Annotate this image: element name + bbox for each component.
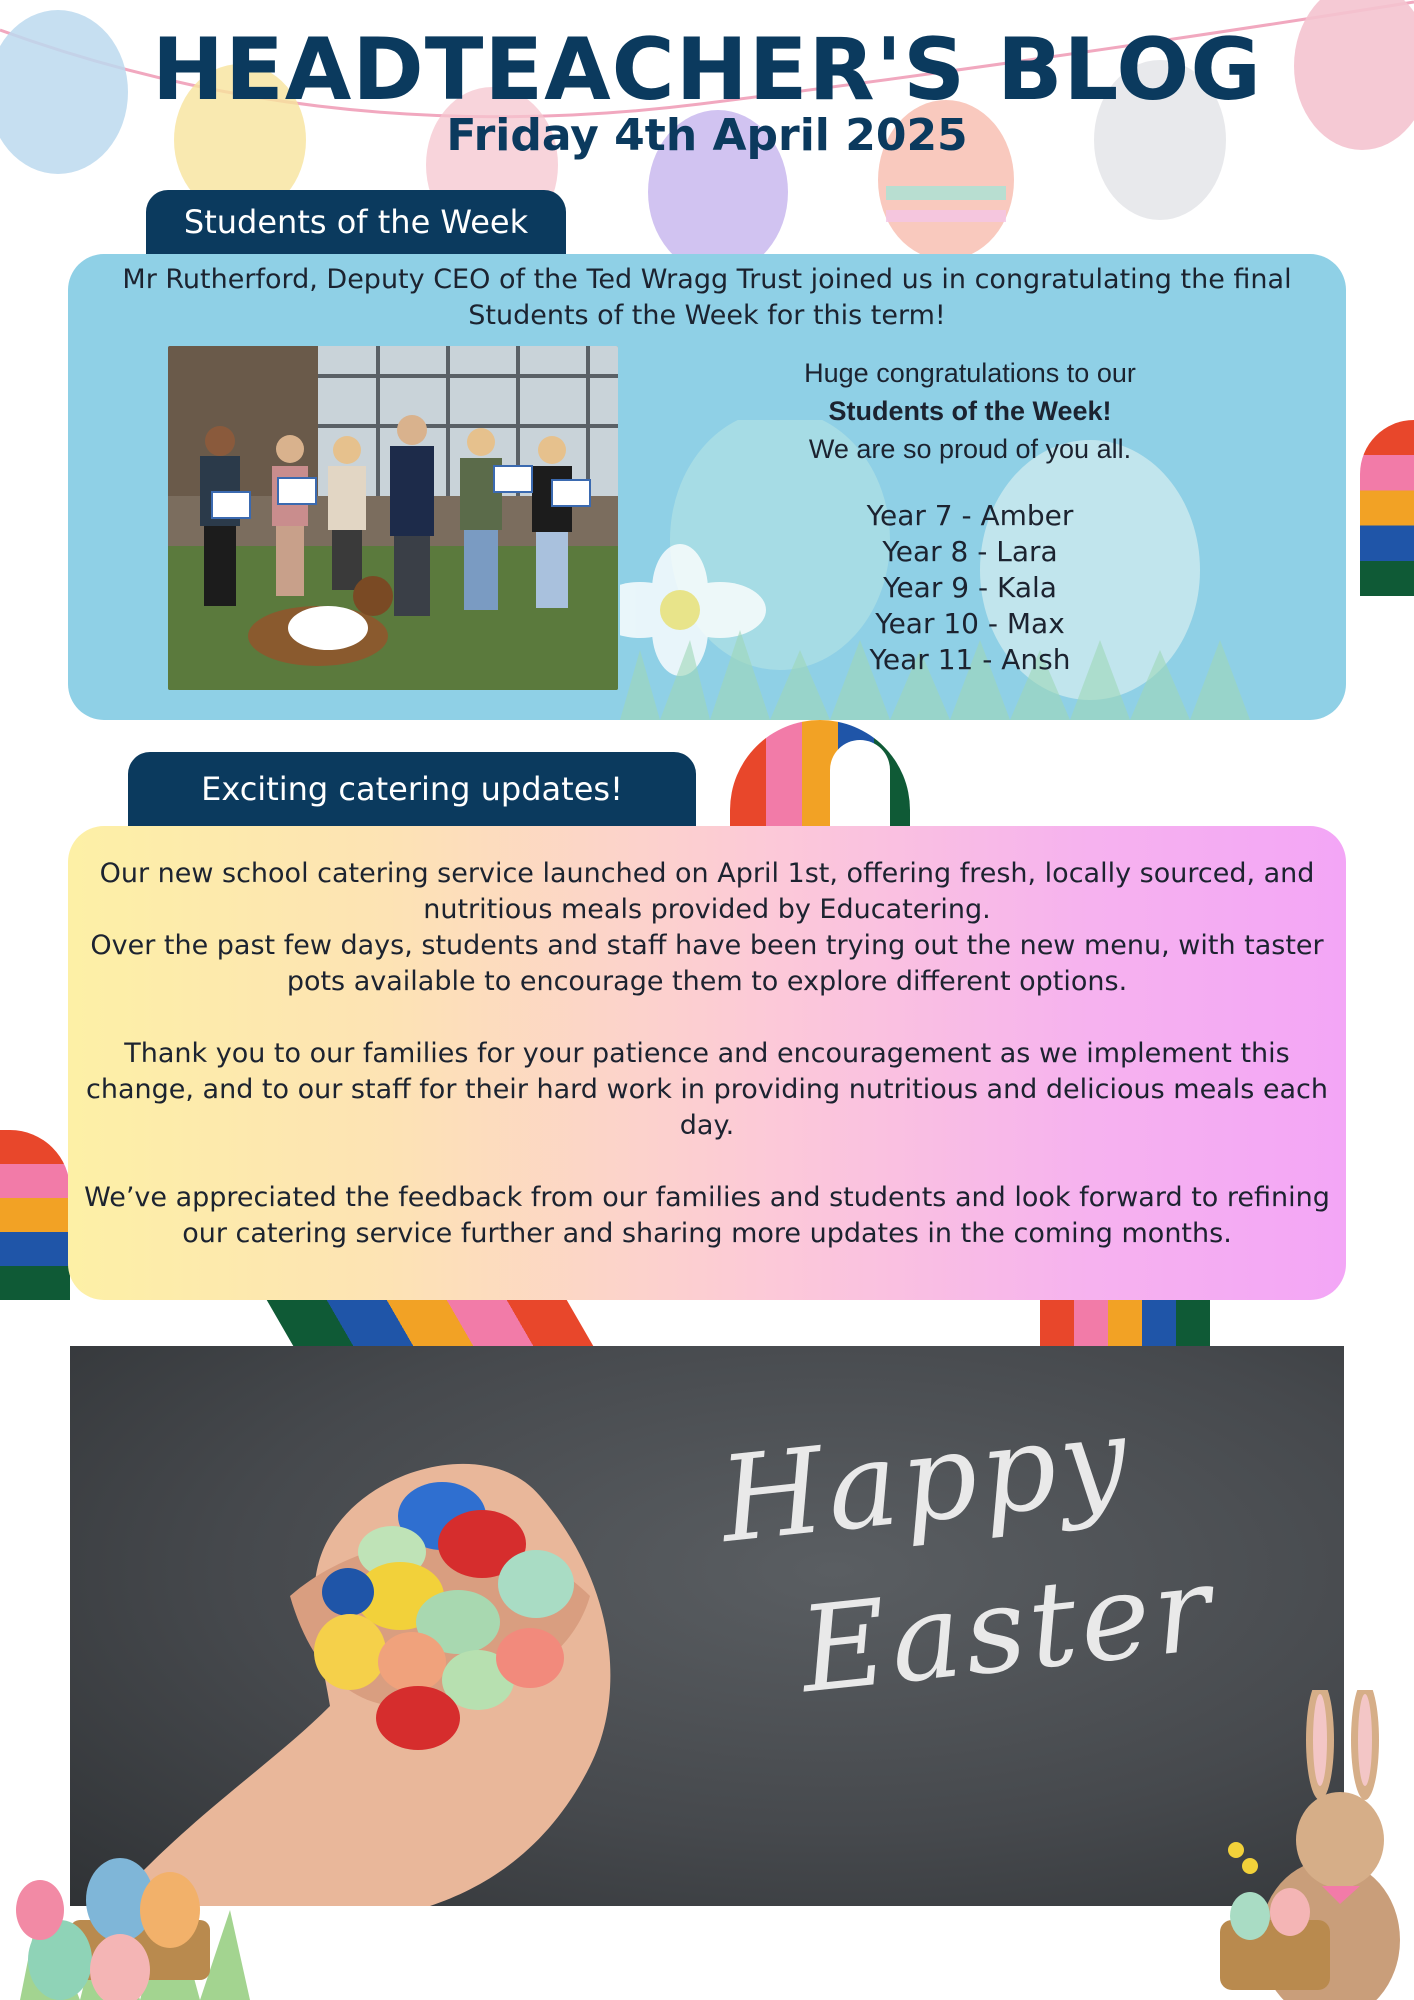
- winners-list: [800, 498, 1140, 678]
- catering-paragraph: Our new school catering service launched on April 1st, offering fresh, locally sourced, and nutritious meals provided by Educatering.: [99, 858, 1315, 925]
- rainbow-arc-bottom-right: [1040, 1300, 1210, 1346]
- bunny-basket-decoration: [1210, 1690, 1414, 2000]
- catering-paragraph: Thank you to our families for your patience and encouragement as we implement this change, and to our staff for their hard work in providing nutritious and delicious meals each day.: [86, 1038, 1328, 1141]
- winner-item: Year 8 - Lara: [882, 535, 1058, 568]
- catering-text: [72, 856, 1342, 1252]
- winner-item: Year 11 - Ansh: [869, 643, 1071, 676]
- students-group-photo: [168, 346, 618, 690]
- congrats-message: [700, 354, 1240, 468]
- congrats-line-2: Students of the Week!: [828, 396, 1112, 426]
- students-intro: Mr Rutherford, Deputy CEO of the Ted Wragg Trust joined us in congratulating the final Students of the Week for this term!: [122, 264, 1292, 331]
- congrats-line-1: Huge congratulations to our: [804, 358, 1136, 388]
- easter-text: Easter: [793, 1538, 1221, 1720]
- winner-item: Year 7 - Amber: [866, 499, 1074, 532]
- winner-item: Year 10 - Max: [875, 607, 1065, 640]
- rainbow-stripes-left: [0, 1130, 70, 1300]
- blog-date: Friday 4th April 2025: [446, 110, 968, 161]
- winner-item: Year 9 - Kala: [883, 571, 1057, 604]
- blog-title: HEADTEACHER'S BLOG: [152, 20, 1262, 120]
- rainbow-stripes-right: [1360, 420, 1414, 596]
- students-section-tab: Students of the Week: [146, 190, 566, 254]
- happy-text: Happy: [713, 1388, 1138, 1570]
- catering-section-tab: Exciting catering updates!: [128, 752, 696, 826]
- easter-basket-left-decoration: [0, 1770, 260, 2000]
- catering-paragraph: We’ve appreciated the feedback from our families and students and look forward to refining our catering service further and sharing more updates in the coming months.: [84, 1182, 1330, 1249]
- catering-paragraph: Over the past few days, students and staff have been trying out the new menu, with taster pots available to encourage them to explore different options.: [90, 930, 1324, 997]
- rainbow-arc-bottom-left: [267, 1300, 594, 1346]
- rainbow-arc-middle-inner: [830, 740, 890, 826]
- congrats-line-3: We are so proud of you all.: [808, 434, 1132, 464]
